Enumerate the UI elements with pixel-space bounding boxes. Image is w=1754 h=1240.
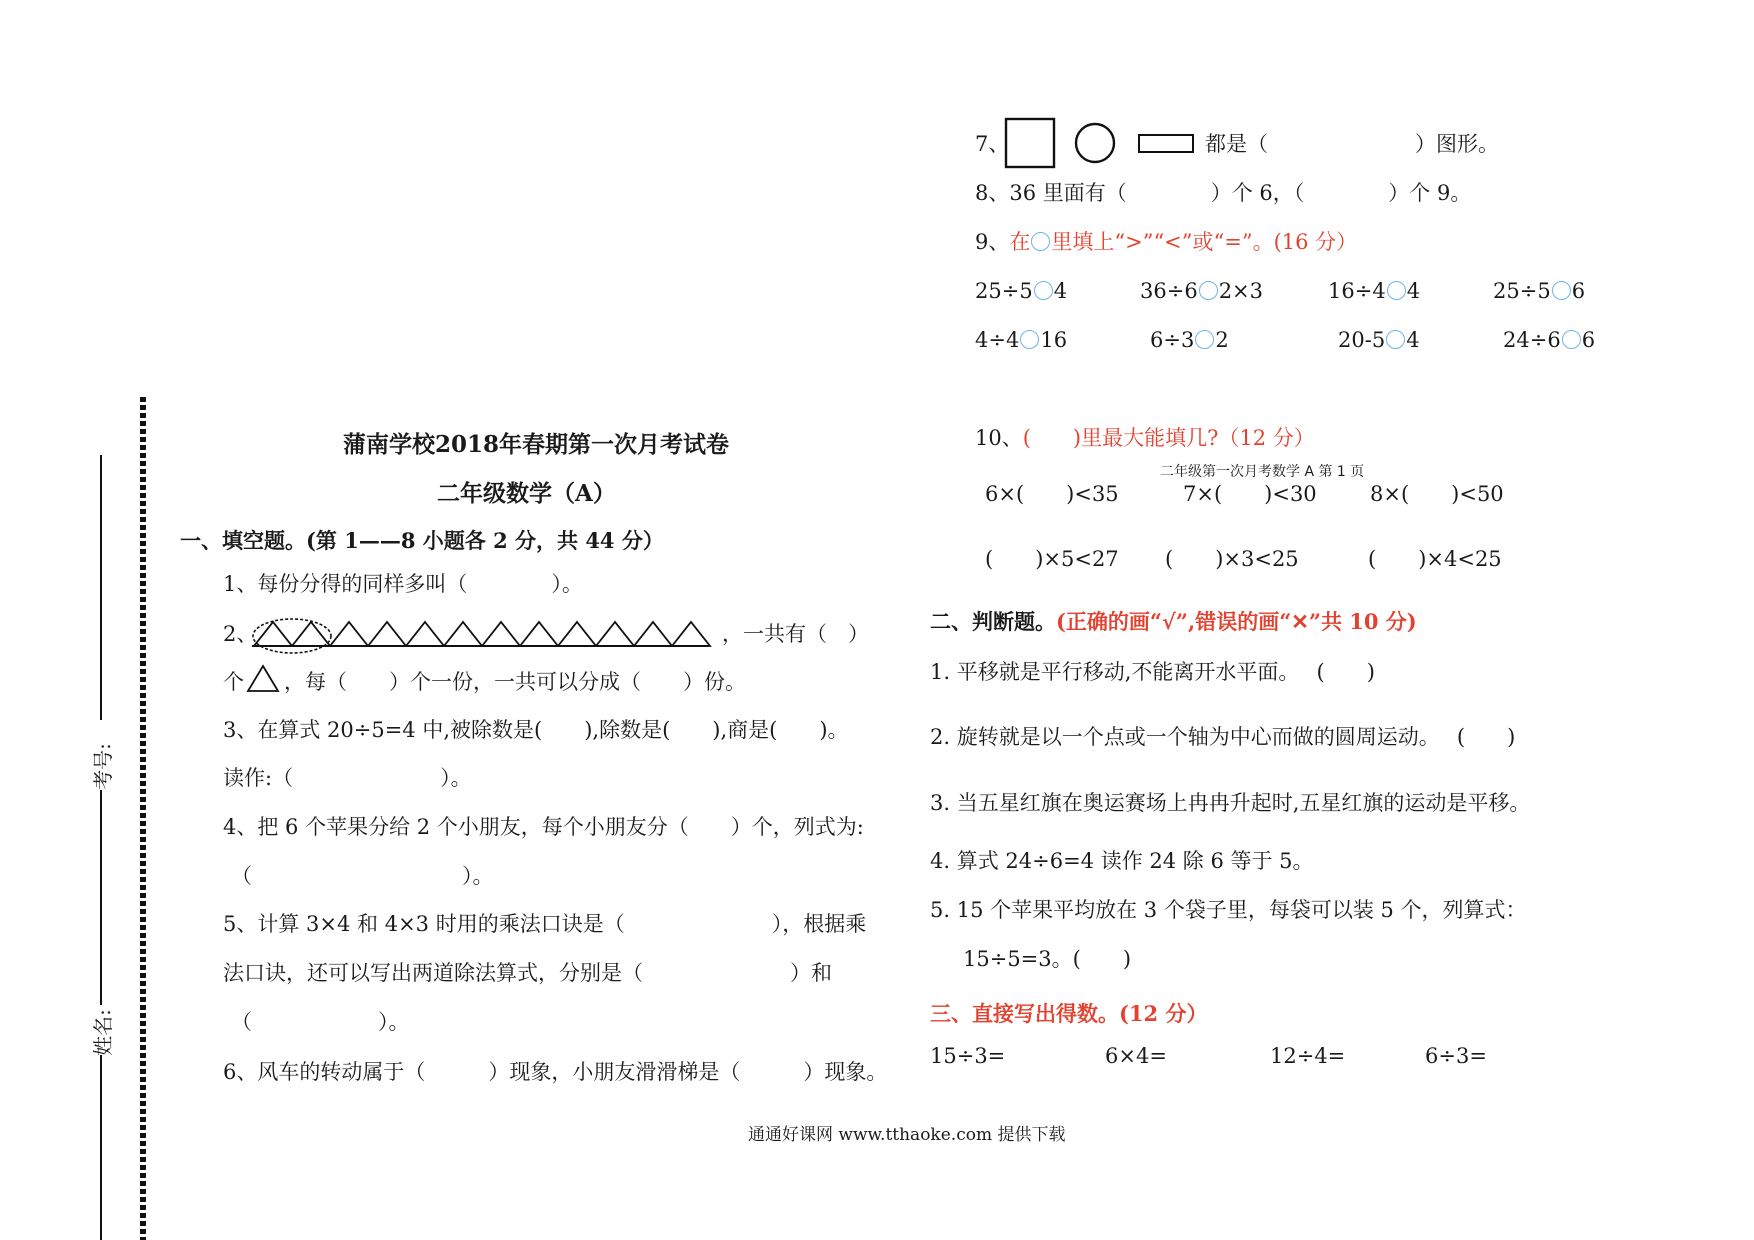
triangle-icon: [406, 622, 444, 646]
compare-circle-icon[interactable]: [1387, 281, 1406, 300]
compare-circle-icon[interactable]: [1034, 281, 1053, 300]
question-7-prefix: 7、: [975, 132, 1010, 156]
name-line-lower: [100, 1055, 102, 1240]
question-6: 6、风车的转动属于（ ）现象，小朋友滑滑梯是（ ）现象。: [223, 1060, 888, 1084]
judge-item: 15÷5=3。( ): [963, 947, 1132, 971]
question-9-num: 9、: [975, 230, 1010, 254]
fill-item: ( )×4<25: [1368, 547, 1502, 571]
question-1: 1、每份分得的同样多叫（ ）。: [223, 572, 583, 596]
question-10: [975, 428, 1315, 449]
fill-item: ( )×3<25: [1165, 547, 1299, 571]
judge-item: 2. 旋转就是以一个点或一个轴为中心而做的圆周运动。 ( ): [930, 725, 1516, 749]
triangle-icon: [444, 622, 482, 646]
triangle-icon: [558, 622, 596, 646]
fill-item: ( )×5<27: [985, 547, 1119, 571]
question-5: 5、计算 3×4 和 4×3 时用的乘法口诀是（ ），根据乘: [223, 912, 867, 936]
compare-item: 4÷4 16: [975, 328, 1068, 352]
question-2-line2-b: ，每（ ）个一份，一共可以分成（ ）份。: [284, 670, 746, 694]
shapes-figure: [1003, 116, 1203, 172]
question-4: 4、把 6 个苹果分给 2 个小朋友，每个小朋友分（ ）个，列式为:: [223, 815, 864, 839]
question-10-text: ( )里最大能填几?（12 分）: [1022, 426, 1315, 450]
question-9-a: 在: [1009, 230, 1031, 254]
circle-icon: [1076, 124, 1114, 162]
triangle-icon: [246, 663, 280, 693]
name-label: 姓名:: [90, 1009, 115, 1056]
triangle-icon: [292, 622, 330, 646]
fill-item: 8×( )<50: [1370, 482, 1504, 506]
binding-dotted-line: [140, 397, 146, 1240]
section2-heading: [930, 606, 1417, 636]
question-2-line2-a: 个: [223, 670, 244, 694]
calc-item: 12÷4=: [1270, 1044, 1346, 1068]
triangle-row-figure: [250, 612, 720, 656]
triangle-icon: [596, 622, 634, 646]
compare-circle-icon[interactable]: [1552, 281, 1571, 300]
name-line-upper: [100, 790, 102, 1005]
page-header: 二年级第一次月考数学 A 第 1 页: [1160, 464, 1365, 480]
triangle-icon: [254, 622, 292, 646]
triangle-icon: [330, 622, 368, 646]
compare-item: 24÷6 6: [1503, 328, 1596, 352]
compare-circle-icon[interactable]: [1386, 330, 1405, 349]
calc-item: 6×4=: [1105, 1044, 1167, 1068]
question-2-prefix: 2、: [223, 622, 258, 646]
triangle-icon: [634, 622, 672, 646]
fill-item: 7×( )<30: [1183, 482, 1317, 506]
question-3: 3、在算式 20÷5=4 中,被除数是( ),除数是( ),商是( )。: [223, 718, 849, 742]
calc-item: 15÷3=: [930, 1044, 1006, 1068]
question-5-line3: （ ）。: [231, 1010, 410, 1034]
section2-instruction: (正确的画“√”,错误的画“✕”共 10 分): [1056, 609, 1417, 634]
page-subtitle: 二年级数学（A）: [437, 480, 616, 507]
triangle-icon: [482, 622, 520, 646]
question-9: [975, 232, 1357, 253]
square-icon: [1006, 119, 1054, 167]
exam-number-line: [100, 455, 102, 720]
judge-item: 3. 当五星红旗在奥运赛场上冉冉升起时,五星红旗的运动是平移。: [930, 791, 1531, 815]
compare-circle-icon[interactable]: [1020, 330, 1039, 349]
question-5-line2: 法口诀，还可以写出两道除法算式，分别是（ ）和: [223, 961, 832, 985]
question-2-suffix: ，一共有（ ）: [722, 622, 869, 646]
triangle-icon: [368, 622, 406, 646]
exam-number-label: 考号:: [90, 743, 115, 790]
judge-item: 1. 平移就是平行移动,不能离开水平面。 ( ): [930, 660, 1375, 684]
judge-item: 5. 15 个苹果平均放在 3 个袋子里，每袋可以装 5 个，列算式：: [930, 898, 1527, 922]
rectangle-icon: [1139, 135, 1193, 152]
triangle-icon: [520, 622, 558, 646]
calc-item: 6÷3=: [1425, 1044, 1487, 1068]
compare-circle-icon[interactable]: [1199, 281, 1218, 300]
compare-item: 36÷6 2×3: [1140, 279, 1264, 303]
judge-item: 4. 算式 24÷6=4 读作 24 除 6 等于 5。: [930, 849, 1314, 873]
question-9-b: 里填上“>”“<”或“=”。(16 分）: [1051, 230, 1358, 254]
page-title: 蒲南学校2018年春期第一次月考试卷: [343, 431, 730, 458]
question-4-line2: （ ）。: [231, 864, 494, 888]
fill-item: 6×( )<35: [985, 482, 1119, 506]
section1-heading: 一、填空题。(第 1——8 小题各 2 分，共 44 分）: [180, 528, 664, 553]
triangle-icon: [672, 622, 710, 646]
section3-heading: 三、直接写出得数。(12 分）: [930, 1001, 1208, 1026]
compare-item: 6÷3 2: [1150, 328, 1229, 352]
answer-circle-icon: [1031, 232, 1050, 251]
question-3-read: 读作:（ ）。: [223, 766, 472, 790]
question-7-suffix: 都是（ ）图形。: [1205, 132, 1499, 156]
compare-item: 16÷4 4: [1328, 279, 1421, 303]
question-10-num: 10、: [975, 426, 1023, 450]
question-8: 8、36 里面有（ ）个 6，（ ）个 9。: [975, 181, 1472, 205]
compare-circle-icon[interactable]: [1562, 330, 1581, 349]
page-footer: 通通好课网 www.tthaoke.com 提供下载: [748, 1125, 1066, 1145]
compare-circle-icon[interactable]: [1195, 330, 1214, 349]
compare-item: 20-5 4: [1338, 328, 1420, 352]
section2-title: 二、判断题。: [930, 609, 1056, 634]
compare-item: 25÷5 4: [975, 279, 1068, 303]
compare-item: 25÷5 6: [1493, 279, 1586, 303]
